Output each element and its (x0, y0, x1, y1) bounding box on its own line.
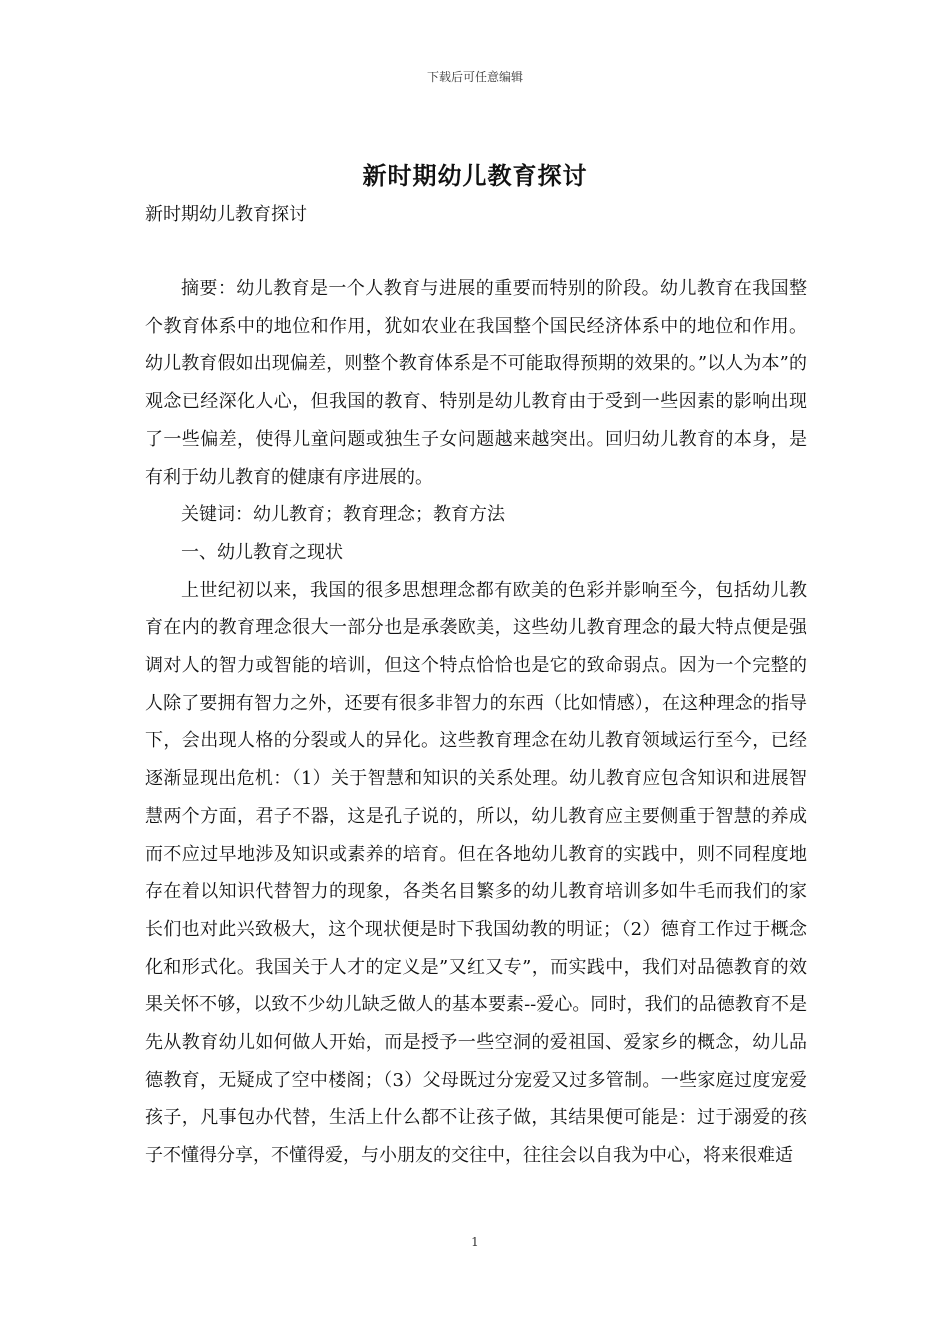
document-body (145, 270, 807, 1175)
keywords-paragraph: 关键词：幼儿教育；教育理念；教育方法 (181, 504, 505, 526)
document-title: 新时期幼儿教育探讨 (362, 161, 588, 190)
header-note: 下载后可任意编辑 (426, 70, 523, 84)
body-paragraph: 上世纪初以来，我国的很多思想理念都有欧美的色彩并影响至今，包括幼儿教育在内的教育理念很大一部分也是承袭欧美，这些幼儿教育理念的最大特点便是强调对人的智力或智能的培训，但这个特点恰恰也是它的致命弱点。因为一个完整的人除了要拥有智力之外，还要有很多非智力的东西（比如情感），在这种理念的指导下，会出现人格的分裂或人的异化。这些教育理念在幼儿教育领域运行至今，已经逐渐显现出危机：（1）关于智慧和知识的关系处理。幼儿教育应包含知识和进展智慧两个方面，君子不器，这是孔子说的，所以，幼儿教育应主要侧重于智慧的养成而不应过早地涉及知识或素养的培育。但在各地幼儿教育的实践中，则不同程度地存在着以知识代替智力的现象，各类名目繁多的幼儿教育培训多如牛毛而我们的家长们也对此兴致极大，这个现状便是时下我国幼教的明证；（2）德育工作过于概念化和形式化。我国关于人才的定义是”又红又专”，而实践中，我们对品德教育的效果关怀不够，以致不少幼儿缺乏做人的基本要素--爱心。同时，我们的品德教育不是先从教育幼儿如何做人开始，而是授予一些空洞的爱祖国、爱家乡的概念，幼儿品德教育，无疑成了空中楼阁；（3）父母既过分宠爱又过多管制。一些家庭过度宠爱孩子，凡事包办代替，生活上什么都不让孩子做，其结果便可能是：过于溺爱的孩子不懂得分享，不懂得爱，与小朋友的交往中，往往会以自我为中心，将来很难适 (145, 579, 807, 1167)
abstract-paragraph: 摘要：幼儿教育是一个人教育与进展的重要而特别的阶段。幼儿教育在我国整个教育体系中的地位和作用，犹如农业在我国整个国民经济体系中的地位和作用。幼儿教育假如出现偏差，则整个教育体系是不可能取得预期的效果的。”以人为本”的观念已经深化人心，但我国的教育、特别是幼儿教育由于受到一些因素的影响出现了一些偏差，使得儿童问题或独生子女问题越来越突出。回归幼儿教育的本身，是有利于幼儿教育的健康有序进展的。 (145, 278, 807, 488)
document-subtitle: 新时期幼儿教育探讨 (145, 204, 307, 225)
page-number: 1 (471, 1235, 479, 1249)
section-heading: 一、幼儿教育之现状 (181, 541, 343, 563)
